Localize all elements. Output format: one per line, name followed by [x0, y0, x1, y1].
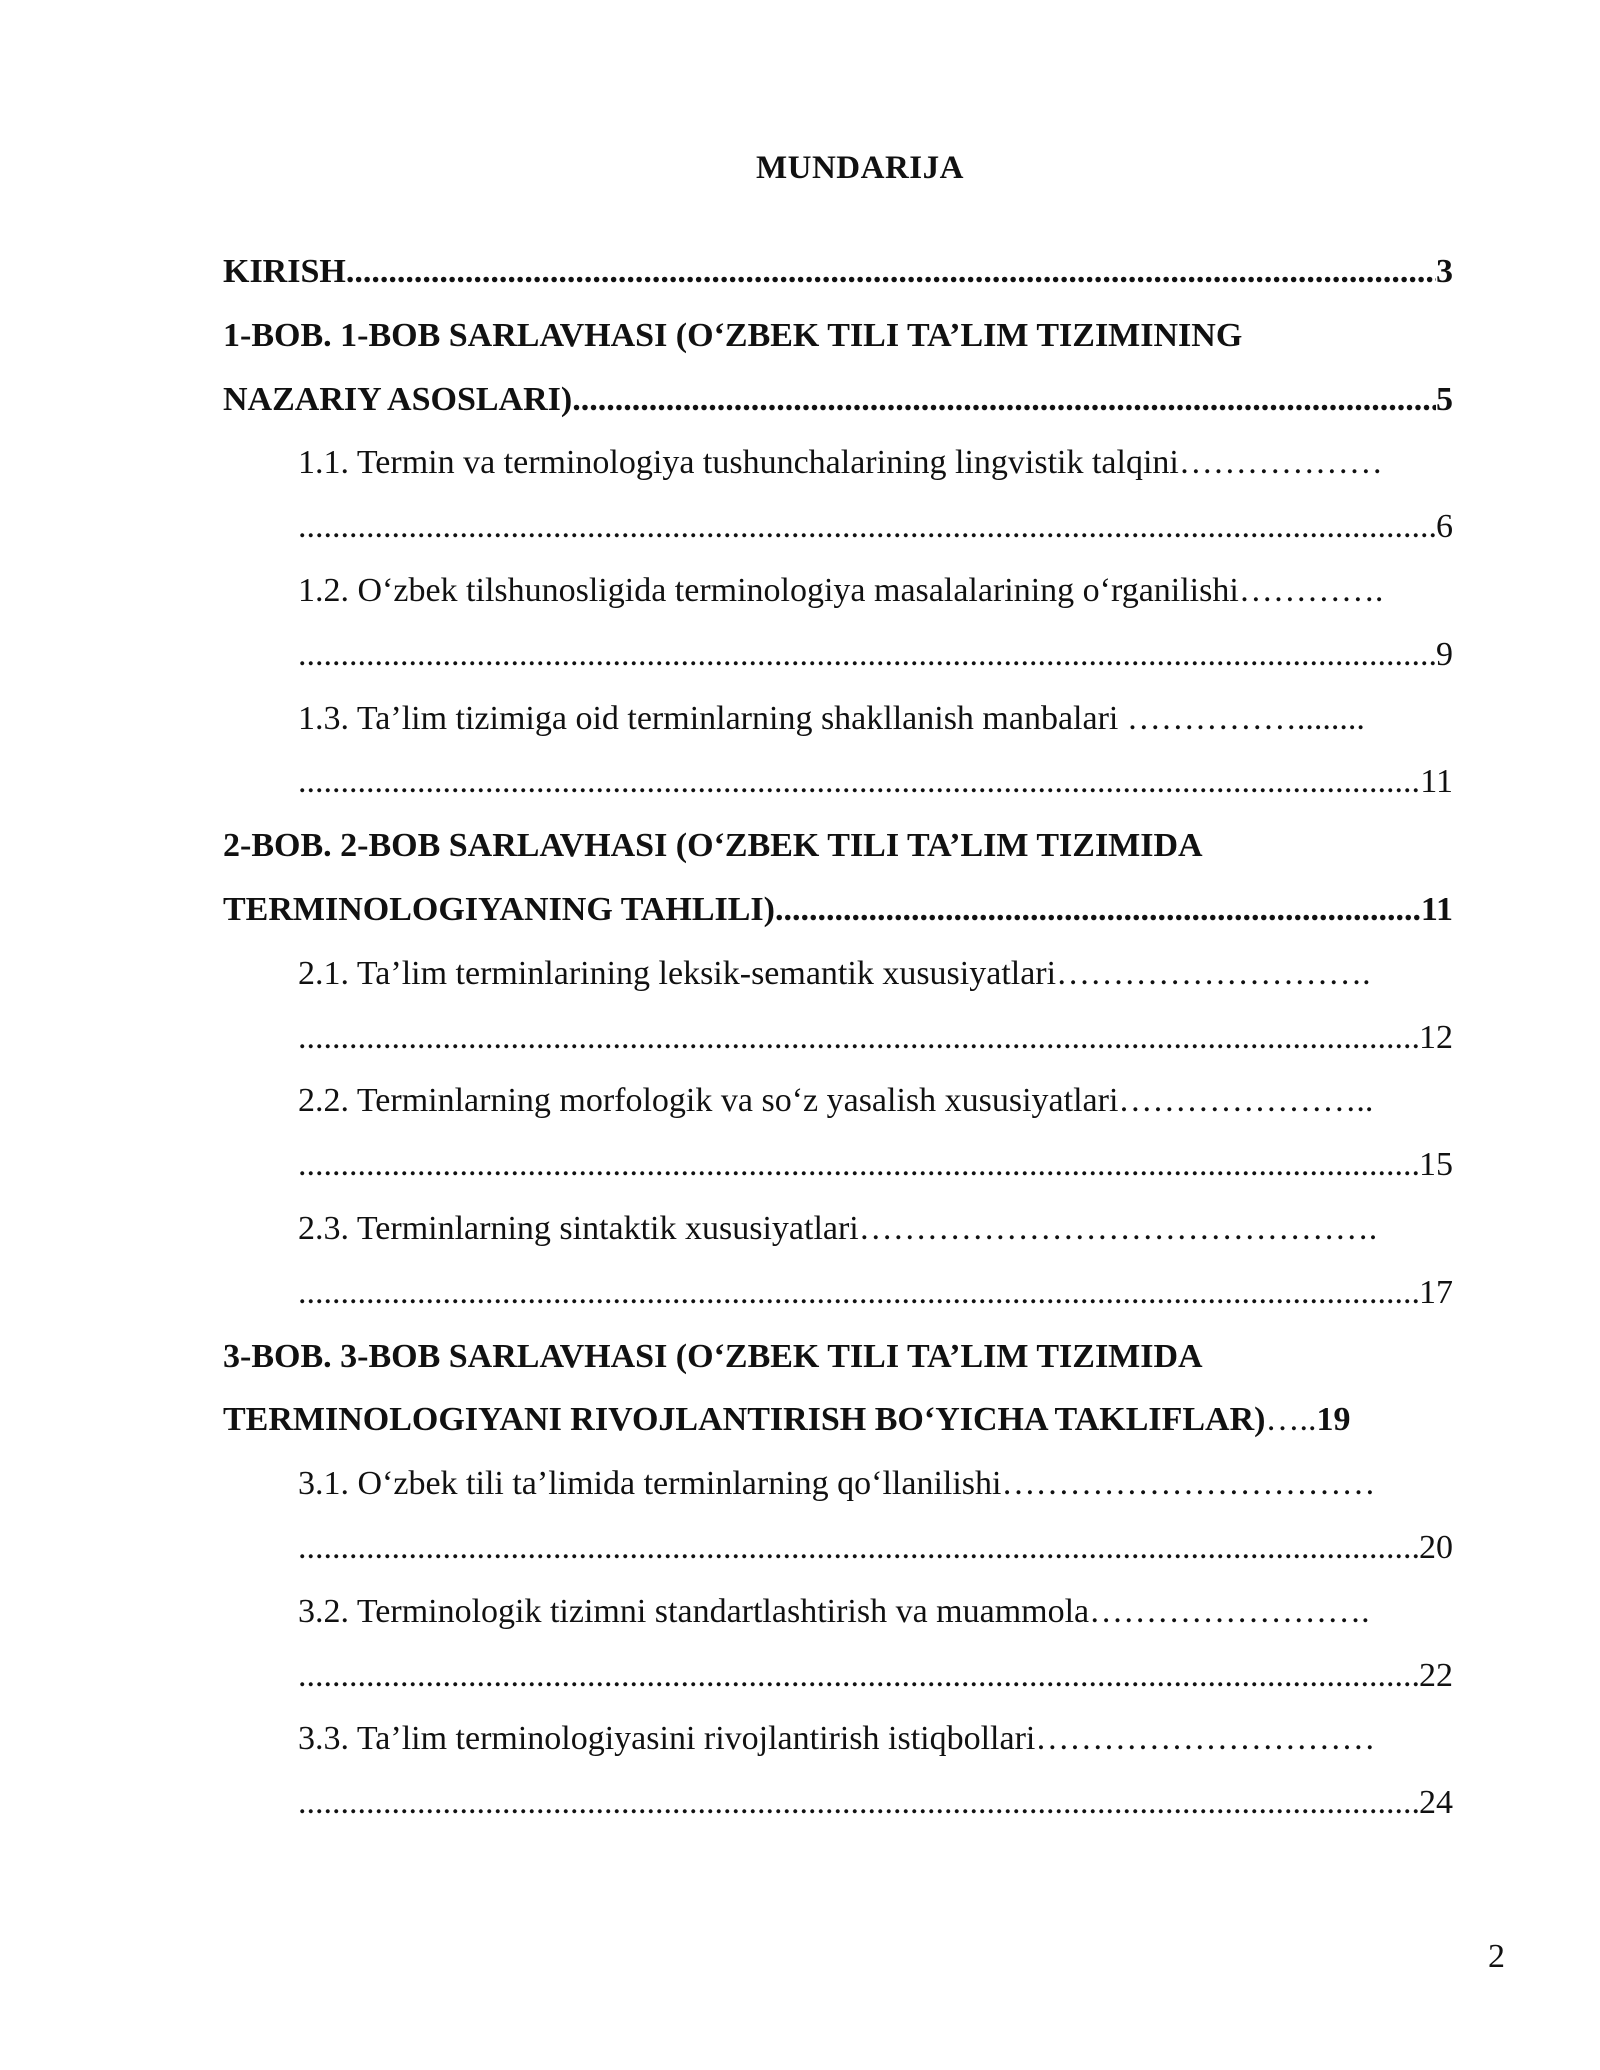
toc-section-1-2-page	[223, 623, 1473, 687]
toc-section-1-3-page	[223, 750, 1473, 814]
page-title: MUNDARIJA	[756, 150, 964, 186]
dot-leader	[775, 878, 1421, 942]
table-of-contents	[223, 240, 1473, 1835]
toc-section-label: 3.1. O‘zbek tili ta’limida terminlarning qo‘llanilishi	[298, 1465, 1002, 1503]
toc-section-1-1	[223, 431, 1473, 495]
toc-section-1-1-page	[223, 495, 1473, 559]
toc-chapter-title: 1-BOB. 1-BOB SARLAVHASI (O‘ZBEK TILI TA’LIM TIZIMINING	[223, 316, 1243, 354]
toc-section-1-2	[223, 559, 1473, 623]
dot-leader	[298, 750, 1420, 814]
toc-chapter-title: TERMINOLOGIYANI RIVOJLANTIRISH BO‘YICHA TAKLIFLAR)	[223, 1401, 1266, 1439]
toc-entry-kirish	[223, 240, 1473, 304]
toc-section-label: 1.3. Ta’lim tizimiga oid terminlarning shakllanish manbalari	[298, 699, 1127, 737]
ellipsis-leader: ………………	[1178, 444, 1383, 482]
toc-chapter-2-line-1	[223, 814, 1473, 878]
toc-section-label: 1.2. O‘zbek tilshunosligida terminologiya masalalarining o‘rganilishi	[298, 571, 1239, 609]
toc-chapter-3-line-2	[223, 1388, 1473, 1452]
dot-leader	[572, 368, 1436, 432]
toc-chapter-2-line-2	[223, 878, 1473, 942]
toc-section-3-1	[223, 1452, 1473, 1516]
toc-section-2-2	[223, 1069, 1473, 1133]
ellipsis-leader: …………………….	[1089, 1592, 1370, 1630]
toc-page-number: 20	[1419, 1528, 1453, 1566]
dot-leader	[346, 240, 1436, 304]
toc-section-label: 3.3. Ta’lim terminologiyasini rivojlantirish istiqbollari	[298, 1720, 1036, 1758]
toc-section-label: 2.2. Terminlarning morfologik va so‘z yasalish xususiyatlari	[298, 1082, 1119, 1120]
toc-section-3-2	[223, 1580, 1473, 1644]
toc-page-number: 15	[1419, 1146, 1453, 1184]
toc-section-label: 1.1. Termin va terminologiya tushunchalarining lingvistik talqini	[298, 444, 1179, 482]
toc-section-2-3-page	[223, 1261, 1473, 1325]
toc-section-2-1-page	[223, 1006, 1473, 1070]
toc-page-number: 9	[1436, 635, 1453, 673]
toc-chapter-title: NAZARIY ASOSLARI)	[223, 380, 573, 418]
ellipsis-leader: ………….	[1238, 571, 1384, 609]
toc-section-2-1	[223, 942, 1473, 1006]
ellipsis-leader: ……………………….	[1056, 954, 1371, 992]
toc-section-3-3	[223, 1707, 1473, 1771]
toc-page-number: 17	[1419, 1273, 1453, 1311]
toc-section-3-3-page	[223, 1771, 1473, 1835]
ellipsis-leader: …………………..	[1118, 1082, 1374, 1120]
toc-chapter-title: 3-BOB. 3-BOB SARLAVHASI (O‘ZBEK TILI TA’LIM TIZIMIDA	[223, 1337, 1203, 1375]
toc-section-label: 3.2. Terminologik tizimni standartlashtirish va muammola	[298, 1592, 1090, 1630]
page-number: 2	[1488, 1938, 1505, 1975]
toc-chapter-1-line-2	[223, 368, 1473, 432]
dot-leader	[298, 1516, 1419, 1580]
toc-page-number: 3	[1436, 253, 1453, 290]
toc-section-3-1-page	[223, 1516, 1473, 1580]
toc-page-number: 11	[1420, 763, 1453, 801]
dot-leader	[298, 1644, 1419, 1708]
ellipsis-leader: …………………………	[1035, 1720, 1376, 1758]
toc-chapter-title: 2-BOB. 2-BOB SARLAVHASI (O‘ZBEK TILI TA’LIM TIZIMIDA	[223, 827, 1203, 865]
toc-page-number: 24	[1419, 1784, 1453, 1822]
dot-leader	[298, 623, 1436, 687]
ellipsis-leader: ……………........	[1126, 699, 1365, 737]
toc-section-label: 2.1. Ta’lim terminlarining leksik-semantik xususiyatlari	[298, 954, 1057, 992]
toc-page-number: 6	[1436, 508, 1453, 546]
toc-page-number: 22	[1419, 1656, 1453, 1694]
ellipsis-leader: ……………………………………….	[858, 1209, 1378, 1247]
toc-chapter-3-line-1	[223, 1325, 1473, 1389]
ellipsis-leader: …..	[1265, 1401, 1317, 1439]
toc-page-number: 19	[1316, 1401, 1351, 1439]
dot-leader	[298, 495, 1436, 559]
toc-chapter-title: TERMINOLOGIYANING TAHLILI)	[223, 890, 775, 928]
toc-page-number: 11	[1420, 890, 1453, 928]
dot-leader	[298, 1261, 1419, 1325]
toc-chapter-1-line-1	[223, 304, 1473, 368]
toc-section-label: 2.3. Terminlarning sintaktik xususiyatlari	[298, 1209, 859, 1247]
toc-page-number: 5	[1436, 380, 1453, 418]
dot-leader	[298, 1133, 1419, 1197]
ellipsis-leader: ……………………………	[1001, 1465, 1376, 1503]
toc-section-2-3	[223, 1197, 1473, 1261]
toc-section-3-2-page	[223, 1644, 1473, 1708]
toc-section-2-2-page	[223, 1133, 1473, 1197]
dot-leader	[298, 1771, 1419, 1835]
toc-entry-label: KIRISH	[223, 253, 346, 290]
dot-leader	[298, 1006, 1419, 1070]
toc-section-1-3	[223, 687, 1473, 751]
toc-page-number: 12	[1419, 1018, 1453, 1056]
